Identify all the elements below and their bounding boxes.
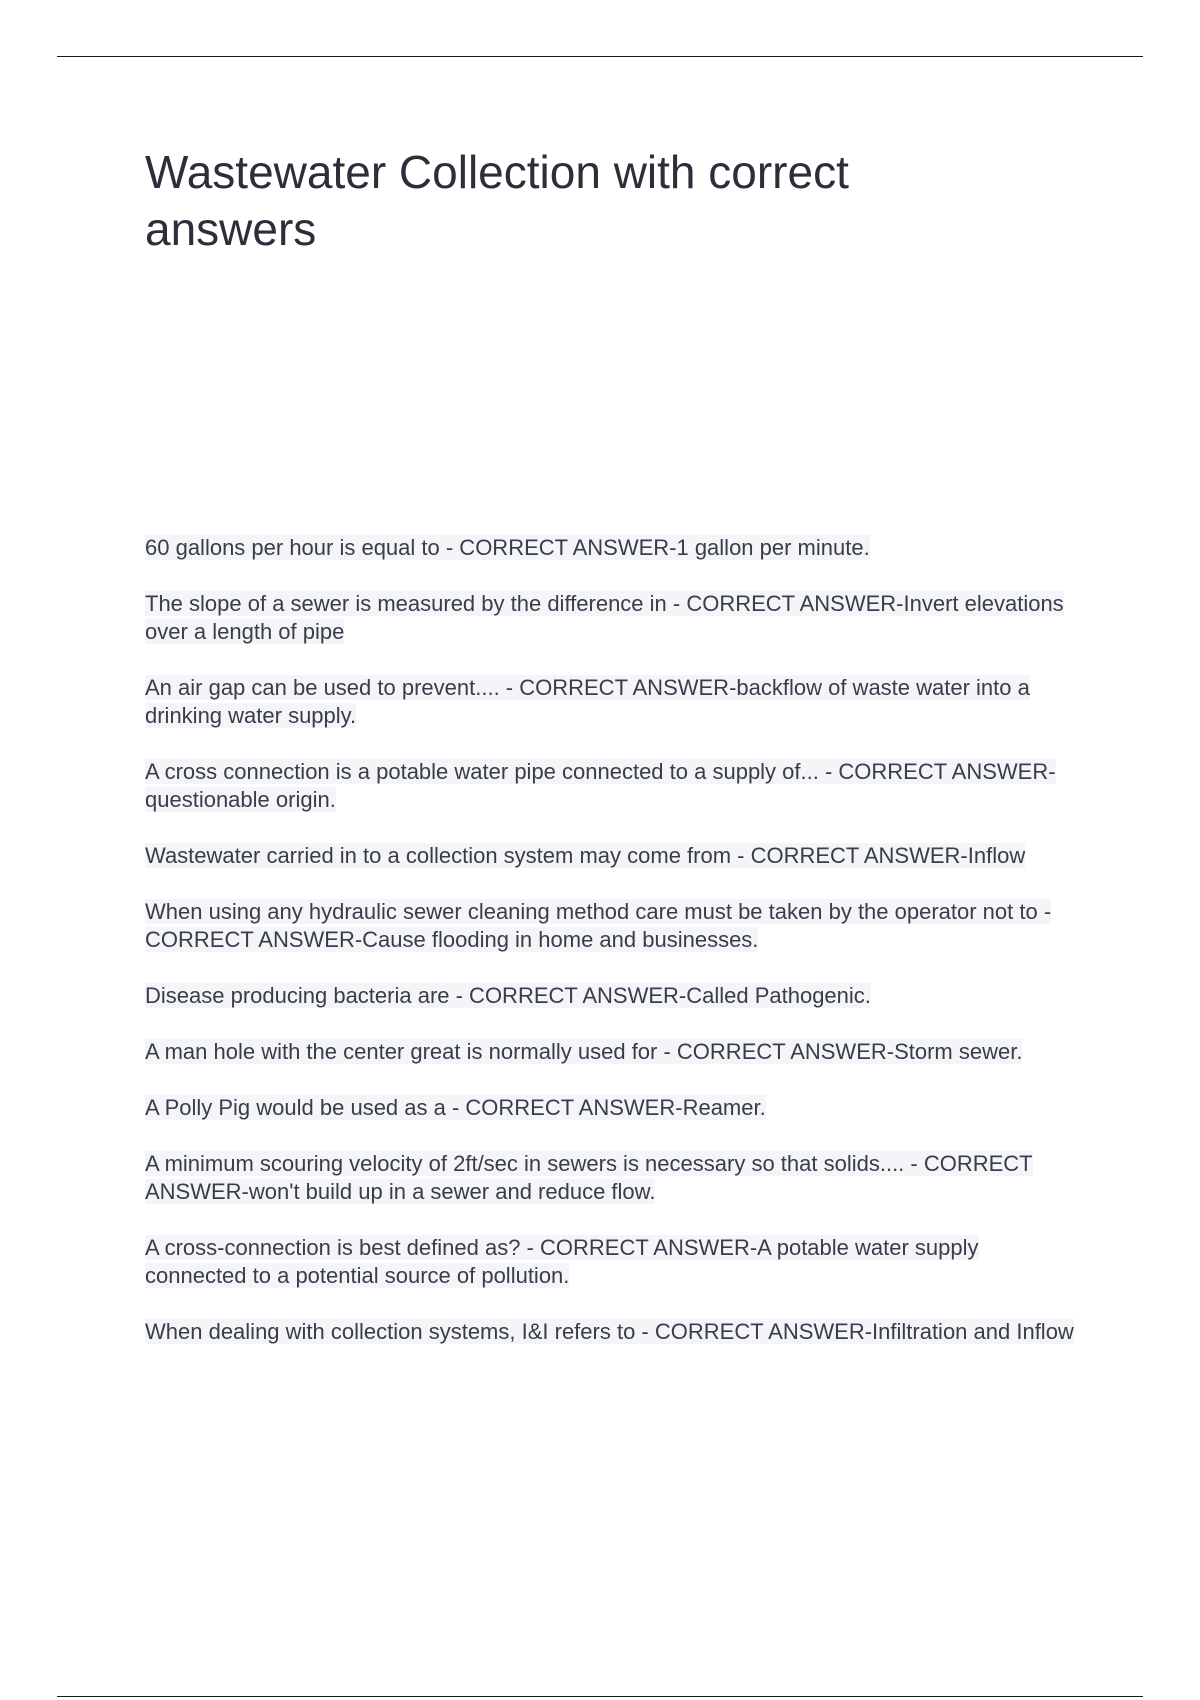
qa-text: An air gap can be used to prevent.... - CORRECT ANSWER-backflow of waste water into a drinking water supply. bbox=[145, 675, 1030, 728]
qa-list bbox=[145, 534, 1075, 1374]
qa-text: 60 gallons per hour is equal to - CORRECT ANSWER-1 gallon per minute. bbox=[145, 535, 870, 560]
qa-item bbox=[145, 590, 1075, 646]
qa-text: Disease producing bacteria are - CORRECT ANSWER-Called Pathogenic. bbox=[145, 983, 871, 1008]
qa-item bbox=[145, 758, 1075, 814]
qa-text: A cross-connection is best defined as? - CORRECT ANSWER-A potable water supply connected to a potential source of pollution. bbox=[145, 1235, 979, 1288]
qa-text: The slope of a sewer is measured by the difference in - CORRECT ANSWER-Invert elevations over a length of pipe bbox=[145, 591, 1064, 644]
qa-text: A cross connection is a potable water pipe connected to a supply of... - CORRECT ANSWER-questionable origin. bbox=[145, 759, 1056, 812]
qa-text: A minimum scouring velocity of 2ft/sec in sewers is necessary so that solids.... - CORRECT ANSWER-won't build up in a sewer and reduce flow. bbox=[145, 1151, 1033, 1204]
qa-text: A man hole with the center great is normally used for - CORRECT ANSWER-Storm sewer. bbox=[145, 1039, 1023, 1064]
header-rule bbox=[57, 56, 1143, 57]
qa-item bbox=[145, 898, 1075, 954]
qa-text: A Polly Pig would be used as a - CORRECT ANSWER-Reamer. bbox=[145, 1095, 766, 1120]
qa-item bbox=[145, 1094, 1075, 1122]
qa-text: When using any hydraulic sewer cleaning method care must be taken by the operator not to - CORRECT ANSWER-Cause flooding in home and businesses. bbox=[145, 899, 1052, 952]
qa-item bbox=[145, 982, 1075, 1010]
qa-item bbox=[145, 674, 1075, 730]
qa-item bbox=[145, 1038, 1075, 1066]
qa-item bbox=[145, 1318, 1075, 1346]
qa-item bbox=[145, 1234, 1075, 1290]
footer-rule bbox=[57, 1696, 1143, 1697]
document-title: Wastewater Collection with correct answers bbox=[145, 146, 849, 255]
qa-item bbox=[145, 842, 1075, 870]
qa-text: When dealing with collection systems, I&I refers to - CORRECT ANSWER-Infiltration and Inflow bbox=[145, 1319, 1074, 1344]
qa-text: Wastewater carried in to a collection system may come from - CORRECT ANSWER-Inflow bbox=[145, 843, 1026, 868]
qa-item bbox=[145, 534, 1075, 562]
qa-item bbox=[145, 1150, 1075, 1206]
